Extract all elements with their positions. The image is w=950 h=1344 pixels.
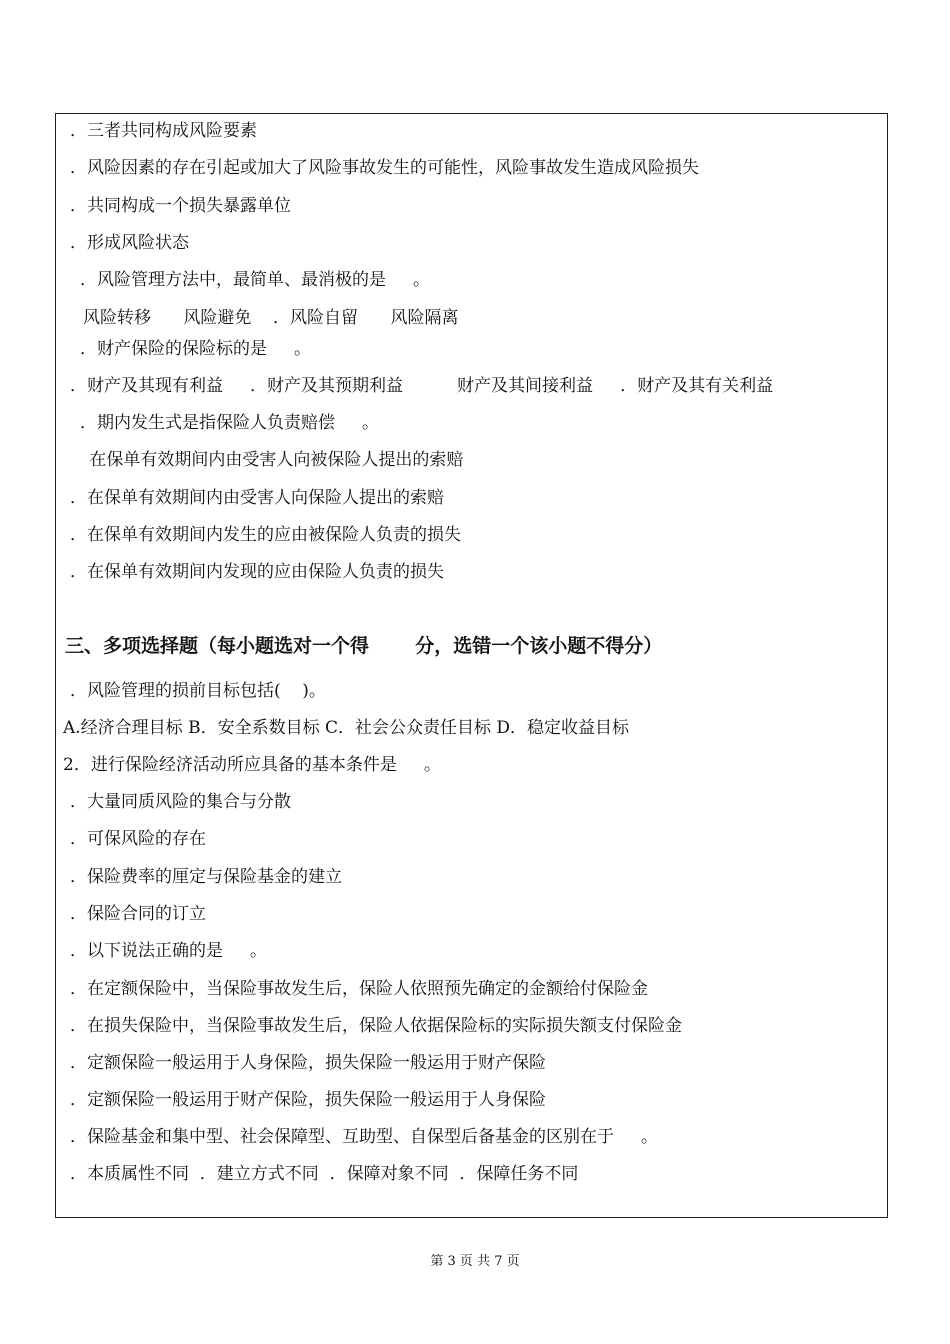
question-2: 2．进行保险经济活动所应具备的基本条件是 。 (63, 755, 441, 775)
question-risk-method: ．风险管理方法中，最简单、最消极的是 。 (80, 270, 431, 290)
question-property-subject: ．财产保险的保险标的是 。 (80, 339, 312, 359)
option-d: ．形成风险状态 (70, 233, 189, 253)
option-d: ．在保单有效期间内发现的应由保险人负责的损失 (70, 562, 444, 582)
option-b: ．在损失保险中，当保险事故发生后，保险人依据保险标的实际损失额支付保险金 (70, 1016, 682, 1036)
section-heading: 三、多项选择题（每小题选对一个得 分，选错一个该小题不得分） (65, 635, 663, 657)
option-d: ．定额保险一般运用于财产保险，损失保险一般运用于人身保险 (70, 1090, 546, 1110)
page-number: 第 3 页 共 7 页 (430, 1254, 520, 1269)
option-a: ．大量同质风险的集合与分散 (70, 792, 291, 812)
option-b: ．在保单有效期间内由受害人向保险人提出的索赔 (70, 488, 444, 508)
option-c: ．在保单有效期间内发生的应由被保险人负责的损失 (70, 525, 461, 545)
options-property-subject: ．财产及其现有利益 ．财产及其预期利益 财产及其间接利益 ．财产及其有关利益 (70, 376, 774, 396)
option-d: ．保险合同的订立 (70, 904, 206, 924)
question-1: ．风险管理的损前目标包括( )。 (70, 681, 326, 701)
question-4: ．保险基金和集中型、社会保障型、互助型、自保型后备基金的区别在于 。 (70, 1127, 659, 1147)
option-a: ．在定额保险中，当保险事故发生后，保险人依照预先确定的金额给付保险金 (70, 979, 648, 999)
question-claims-made: ．期内发生式是指保险人负责赔偿 。 (80, 413, 380, 433)
option-b: ．风险因素的存在引起或加大了风险事故发生的可能性，风险事故发生造成风险损失 (70, 158, 699, 178)
option-a: ．三者共同构成风险要素 (70, 121, 257, 141)
option-b: ．可保风险的存在 (70, 829, 206, 849)
question-4-options: ．本质属性不同 ．建立方式不同 ．保障对象不同 ．保障任务不同 (70, 1164, 579, 1184)
option-c: ．保险费率的厘定与保险基金的建立 (70, 867, 342, 887)
option-c: ．定额保险一般运用于人身保险，损失保险一般运用于财产保险 (70, 1053, 546, 1073)
options-risk-method: 风险转移 风险避免 ．风险自留 风险隔离 (83, 308, 459, 328)
question-3: ．以下说法正确的是 。 (70, 941, 268, 961)
option-c: ．共同构成一个损失暴露单位 (70, 196, 291, 216)
question-1-options: A.经济合理目标 B．安全系数目标 C．社会公众责任目标 D．稳定收益目标 (63, 718, 630, 738)
option-a: 在保单有效期间内由受害人向被保险人提出的索赔 (84, 450, 464, 470)
